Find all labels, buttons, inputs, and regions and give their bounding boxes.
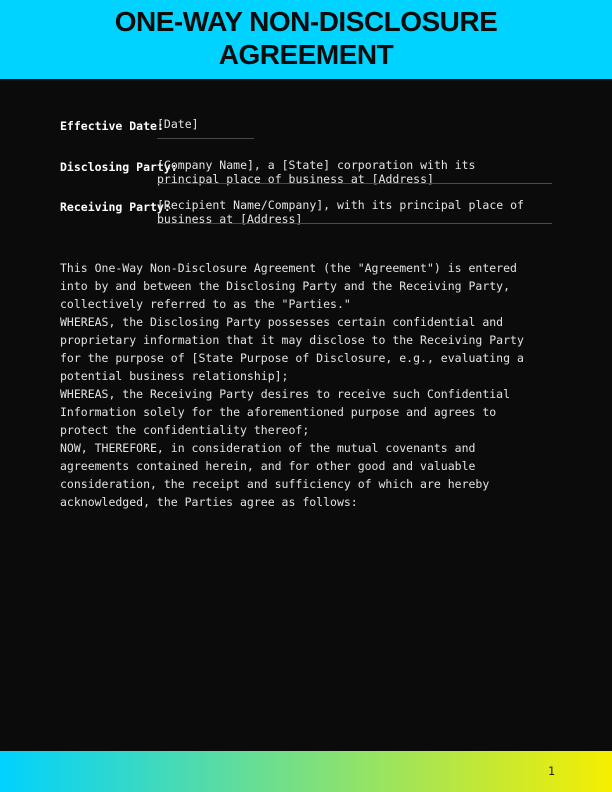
fill-in-blank-line bbox=[157, 223, 552, 224]
field-effective-date-label: Effective Date: bbox=[60, 119, 164, 133]
field-value-line: principal place of business at [Address] bbox=[157, 172, 434, 186]
document-title-line1: ONE-WAY NON-DISCLOSURE bbox=[114, 6, 498, 37]
field-value-line: [Company Name], a [State] corporation with its bbox=[157, 158, 476, 172]
document-header bbox=[0, 0, 612, 79]
field-receiving-party-value bbox=[157, 198, 524, 226]
field-value-line: [Recipient Name/Company], with its principal place of bbox=[157, 198, 524, 212]
agreement-paragraph-intro: This One-Way Non-Disclosure Agreement (the "Agreement") is entered into by and between the Disclosing Party and the Receiving Party, collectively referred to as the "Parties." bbox=[60, 261, 517, 311]
agreement-paragraph-whereas-1: WHEREAS, the Disclosing Party possesses certain confidential and proprietary information that it may disclose to the Receiving Party for the purpose of [State Purpose of Disclosure, e.g., evaluating a potential business relationship]; bbox=[60, 315, 524, 383]
field-receiving-party bbox=[0, 198, 612, 228]
agreement-paragraph-now-therefore: NOW, THEREFORE, in consideration of the mutual covenants and agreements contained herein, and for other good and valuable consideration, the receipt and sufficiency of which are hereby acknowledged, the Parties agree as follows: bbox=[60, 441, 490, 509]
field-value-line: [Date] bbox=[157, 117, 199, 131]
fill-in-blank-line bbox=[157, 183, 552, 184]
field-effective-date-value bbox=[157, 117, 199, 131]
field-disclosing-party bbox=[0, 158, 612, 188]
agreement-body bbox=[60, 259, 527, 511]
page-footer bbox=[0, 751, 612, 792]
document-title-line2: AGREEMENT bbox=[218, 39, 394, 70]
field-effective-date bbox=[0, 117, 612, 141]
field-receiving-party-label: Receiving Party: bbox=[60, 200, 171, 214]
agreement-paragraph-whereas-2: WHEREAS, the Receiving Party desires to receive such Confidential Information solely for the aforementioned purpose and agrees to protect the confidentiality thereof; bbox=[60, 387, 511, 437]
fill-in-blank-line bbox=[157, 138, 254, 139]
field-value-line: business at [Address] bbox=[157, 212, 303, 226]
field-disclosing-party-value bbox=[157, 158, 476, 186]
page-number: 1 bbox=[548, 764, 555, 778]
field-disclosing-party-label: Disclosing Party: bbox=[60, 160, 178, 174]
